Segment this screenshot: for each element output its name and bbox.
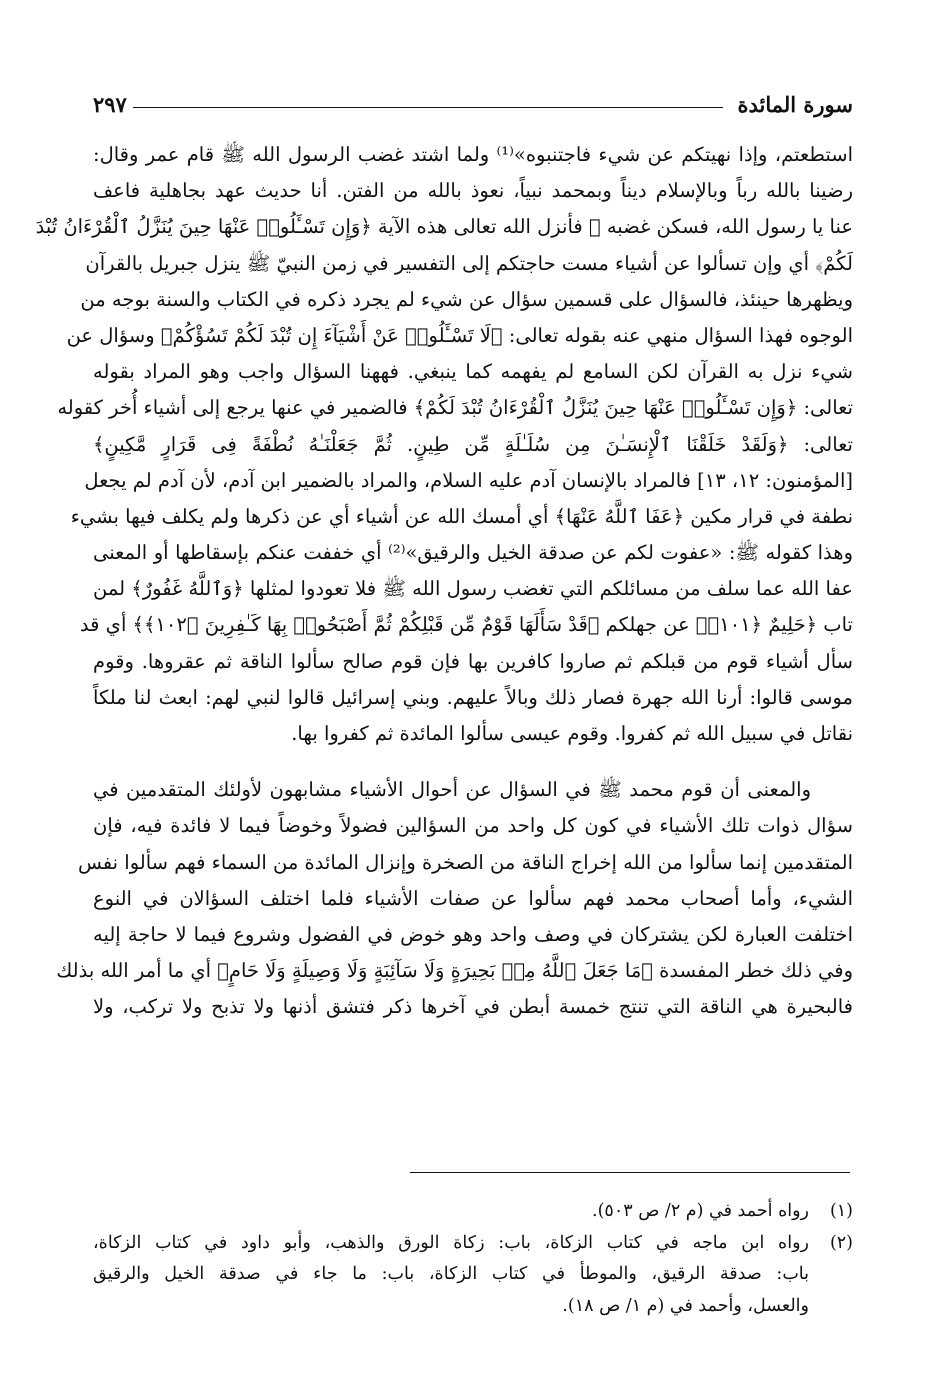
paragraph-gap: [93, 752, 853, 772]
footnote-1: [93, 1196, 853, 1228]
text-line: المتقدمين إنما سألوا من الله إخراج الناقة من الصخرة وإنزال المائدة من السماء فهم سألوا نفس: [77, 850, 853, 874]
text-line: تاب ﴿حَلِيمٌ ﴿١٠١﴾﴾ عن جهلكم ﴿قَدْ سَأَلَهَا قَوْمٌ مِّن قَبْلِكُمْ ثُمَّ أَصْبَحُوا۟ بِهَا كَـٰفِرِينَ ﴿١٠٢﴾﴾ أي قد: [79, 613, 853, 637]
text-line: عنا يا رسول الله، فسكن غضبه ﷺ فأنزل الله تعالى هذه الآية ﴿وَإِن تَسْـَٔلُوا۟ عَنْهَا حِينَ يُنَزَّلُ ٱلْقُرْءَانُ تُبْدَ: [35, 215, 853, 239]
text-line: عفا الله عما سلف من مسائلكم التي تغضب رسول الله ﷺ فلا تعودوا لمثلها ﴿وَٱللَّهُ غَفُورٌ﴾ لمن: [93, 577, 853, 601]
text-line: استطعتم، وإذا نهيتكم عن شيء فاجتنبوه»⁽¹⁾ ولما اشتد غضب الرسول الله ﷺ قام عمر وقال:: [93, 143, 853, 166]
text-line: نقاتل في سبيل الله ثم كفروا. وقوم عيسى سألوا المائدة ثم كفروا بها.: [291, 722, 853, 745]
page-number: ٢٩٧: [93, 92, 127, 117]
footnote-2: [93, 1228, 853, 1260]
text-line: الشيء، وأما أصحاب محمد فهم سألوا عن صفات الأشياء فلما اختلف السؤالان في النوع: [93, 886, 854, 910]
text-line: لَكُمْ﴾ أي وإن تسألوا عن أشياء مست حاجتكم إلى التفسير في زمن النبيّ ﷺ ينزل جبريل بالقرآن: [85, 251, 853, 275]
text-line: والمعنى أن قوم محمد ﷺ في السؤال عن أحوال الأشياء مشابهون لأولئك المتقدمين في: [93, 778, 811, 802]
header-rule: [133, 107, 724, 108]
text-line: [المؤمنون: ١٢، ١٣] فالمراد بالإنسان آدم عليه السلام، والمراد بالضمير ابن آدم، لأن آدم لم يجعل: [84, 468, 853, 492]
text-line: تعالى: ﴿وَإِن تَسْـَٔلُوا۟ عَنْهَا حِينَ يُنَزَّلُ ٱلْقُرْءَانُ تُبْدَ لَكُمْ﴾ فالضمير في عنها يرجع إلى أشياء أُخر كقوله: [57, 396, 853, 420]
page-header: [93, 85, 853, 117]
text-line: اختلفت العبارة لكن يشتركان في وصف واحد وهو خوض في الفضول وشروع فيما لا حاجة إليه: [93, 922, 853, 946]
text-line: رضينا بالله رباً وبالإسلام ديناً وبمحمد نبياً، نعوذ بالله من الفتن. أنا حديث عهد بجاهلية فاعف: [93, 179, 853, 203]
footnote-2-continuation: والعسل، وأحمد في (م ١/ ص ١٨).: [562, 1295, 809, 1316]
text-line: ويظهرها حينئذ، فالسؤال على قسمين سؤال عن شيء لم يجرد ذكره في الكتاب والسنة بوجه من: [80, 287, 853, 311]
text-line: موسى قالوا: أرنا الله جهرة فصار ذلك وبالاً عليهم. وبني إسرائيل قالوا لنبي لهم: ابعث لنا ملكاً: [93, 685, 853, 709]
main-text: [35, 137, 854, 1026]
text-line: وفي ذلك خطر المفسدة ﴿مَا جَعَلَ ٱللَّهُ مِنۢ بَحِيرَةٍ وَلَا سَآئِبَةٍ وَلَا وَصِيلَةٍ وَلَا حَامٍ﴾ أي ما أمر الله بذلك: [56, 959, 853, 983]
footnote-number: (١): [829, 1201, 853, 1221]
footnote-text: رواه ابن ماجه في كتاب الزكاة، باب: زكاة الورق والذهب، وأبو داود في كتاب الزكاة،: [93, 1232, 809, 1253]
footnote-text: رواه أحمد في (م ٢/ ص ٥٠٣).: [592, 1201, 809, 1221]
text-line: نطفة في قرار مكين ﴿عَفَا ٱللَّهُ عَنْهَا﴾ أي أمسك الله عن أشياء أي عن ذكرها ولم يكلف فيها بشيء: [70, 504, 853, 528]
footnotes: [93, 1196, 853, 1322]
text-line: تعالى: ﴿وَلَقَدْ خَلَقْنَا ٱلْإِنسَـٰنَ مِن سُلَـٰلَةٍ مِّن طِينٍ. ثُمَّ جَعَلْنَـٰهُ نُطْفَةً فِى قَرَارٍ مَّكِينٍ﴾: [93, 432, 853, 456]
paragraph-2: [56, 772, 854, 1025]
footnote-separator: [410, 1172, 850, 1173]
text-line: سؤال ذوات تلك الأشياء في كون كل واحد من السؤالين فضولاً وخوضاً فيما لا فائدة فيه، فإن: [93, 814, 853, 838]
text-line: سأل أشياء قوم من قبلكم ثم صاروا كافرين بها فإن قوم صالح سألوا الناقة ثم عقروها. وقوم: [93, 649, 853, 673]
surah-title: سورة المائدة: [737, 92, 853, 117]
text-line: وهذا كقوله ﷺ: «عفوت لكم عن صدقة الخيل والرقيق»⁽²⁾ أي خففت عنكم بإسقاطها أو المعنى: [93, 541, 853, 565]
footnote-2-continuation: باب: صدقة الرقيق، والموطأ في كتاب الزكاة، باب: ما جاء في صدقة الخيل والرقيق: [93, 1264, 809, 1284]
text-line: شيء نزل به القرآن لكن السامع لم يفهمه كما ينبغي. فههنا السؤال واجب وهو المراد بقوله: [93, 360, 853, 384]
footnote-number: (٢): [829, 1232, 853, 1253]
paragraph-1: [35, 137, 853, 752]
text-line: الوجوه فهذا السؤال منهي عنه بقوله تعالى: ﴿لَا تَسْـَٔلُوا۟ عَنْ أَشْيَآءَ إِن تُبْدَ لَكُمْ تَسُؤْكُمْ﴾ وسؤال عن: [66, 323, 853, 347]
text-line: فالبحيرة هي الناقة التي تنتج خمسة أبطن في آخرها ذكر فتشق أذنها ولا تذبح ولا تركب، ولا: [93, 995, 853, 1019]
